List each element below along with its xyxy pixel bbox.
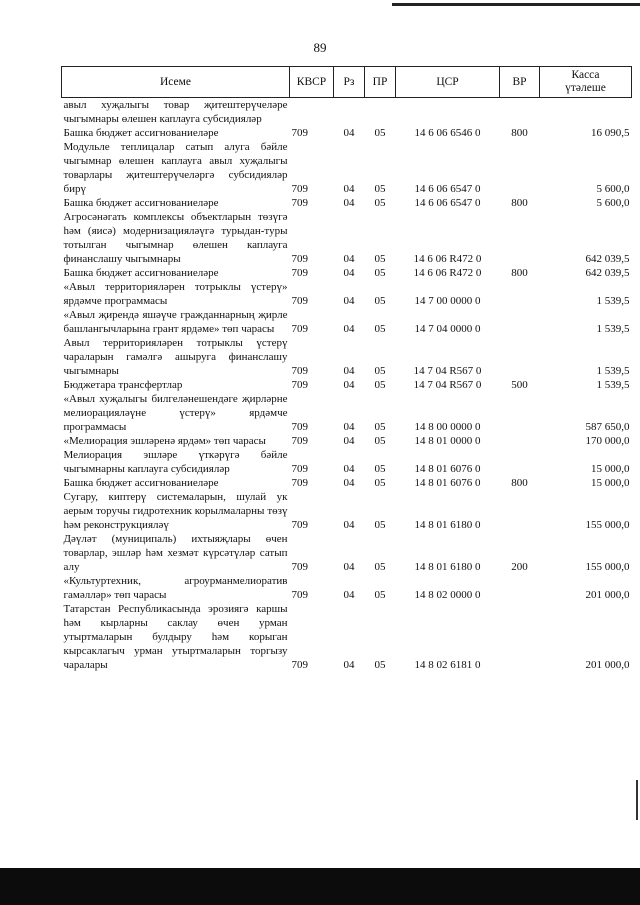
cell-csr: 14 7 04 R567 0 [413,365,482,377]
cell-name: Мелиорация эшләре үткәрүгә бәйле чыгымнарны каплауга субсидияләр [63,449,288,475]
cell-amount [540,98,632,127]
cell-csr: 14 6 06 6547 0 [414,183,481,195]
cell-rz: 04 [343,435,355,447]
table-row [62,196,632,210]
cell-amount: 1 539,5 [596,365,630,377]
col-header-vr: ВР [500,67,540,98]
budget-table [61,66,632,672]
table-row [62,266,632,280]
cell-pr [365,98,396,127]
cell-vr [500,98,540,127]
cell-amount: 15 000,0 [591,477,630,489]
cell-vr [500,336,540,378]
table-header-row [62,67,632,98]
cell-name: Бюджетара трансфертлар [63,379,183,391]
cell-vr: 800 [511,127,528,139]
table-row [62,126,632,140]
table-row [62,602,632,672]
cell-pr: 05 [374,379,386,391]
cell-kvsr: 709 [291,561,308,573]
cell-name: Агросәнәгать комплексы объектларын төзүгә һәм (яисә) модернизацияләүгә турыдан-туры тотылган чыгымнар өлешен каплауга финанслашу чыгымнары [63,211,288,265]
cell-amount: 642 039,5 [585,267,630,279]
cell-amount: 15 000,0 [591,463,630,475]
scan-bottom-bar [0,868,640,905]
cell-vr [500,574,540,602]
cell-pr: 05 [374,365,386,377]
cell-vr: 500 [511,379,528,391]
cell-pr: 05 [374,253,386,265]
cell-amount: 155 000,0 [585,519,630,531]
table-row [62,308,632,336]
cell-amount: 201 000,0 [585,659,630,671]
cell-vr [500,308,540,336]
cell-vr: 800 [511,477,528,489]
col-header-kvsr: КВСР [290,67,334,98]
cell-amount: 155 000,0 [585,561,630,573]
cell-rz: 04 [343,379,355,391]
cell-kvsr: 709 [291,183,308,195]
col-header-csr: ЦСР [396,67,500,98]
cell-kvsr: 709 [291,589,308,601]
cell-kvsr: 709 [291,253,308,265]
cell-pr: 05 [374,295,386,307]
cell-rz: 04 [343,659,355,671]
top-border-line [392,3,640,6]
cell-name: «Авыл территорияләрен тотрыклы үстерү» ярдәмче программасы [63,281,288,307]
cell-pr: 05 [374,127,386,139]
cell-rz: 04 [343,561,355,573]
col-header-name: Исеме [62,67,290,98]
cell-rz: 04 [343,253,355,265]
cell-name: «Авыл җирендә яшәүче гражданнарның җирле башлангычларына грант ярдәме» төп чарасы [63,309,288,335]
cell-name: Авыл территорияләрен тотрыклы үстерү чараларын гамәлгә ашыруга финанслашу чыгымнары [63,337,288,377]
cell-csr: 14 6 06 6547 0 [414,197,481,209]
table-row [62,378,632,392]
cell-amount: 1 539,5 [596,379,630,391]
cell-pr: 05 [374,435,386,447]
table-row [62,434,632,448]
cell-rz [334,98,365,127]
cell-pr: 05 [374,561,386,573]
cell-rz: 04 [343,519,355,531]
cell-csr: 14 8 01 6180 0 [414,561,481,573]
table-row [62,476,632,490]
table-row [62,98,632,127]
cell-csr: 14 8 01 0000 0 [414,435,481,447]
cell-csr: 14 8 01 6076 0 [414,463,481,475]
cell-rz: 04 [343,295,355,307]
cell-vr [500,392,540,434]
cell-csr: 14 7 04 0000 0 [414,323,481,335]
cell-pr: 05 [374,323,386,335]
col-header-kassa-line1: Касса [571,69,600,81]
cell-csr [396,98,500,127]
cell-rz: 04 [343,197,355,209]
cell-csr: 14 6 06 R472 0 [413,267,482,279]
cell-kvsr: 709 [291,267,308,279]
cell-vr [500,210,540,266]
table-body [62,98,632,673]
cell-csr: 14 6 06 6546 0 [414,127,481,139]
cell-amount: 16 090,5 [591,127,630,139]
cell-amount: 170 000,0 [585,435,630,447]
cell-vr: 800 [511,197,528,209]
cell-name: Сугару, киптерү системаларын, шулай ук аерым торучы гидротехник корылмаларны төзү һәм реконструкцияләү [63,491,288,531]
cell-vr [500,490,540,532]
cell-vr [500,434,540,448]
cell-amount: 1 539,5 [596,323,630,335]
table-row [62,532,632,574]
cell-kvsr: 709 [291,127,308,139]
table-row [62,448,632,476]
cell-amount: 5 600,0 [596,183,630,195]
table-row [62,574,632,602]
table-row [62,392,632,434]
cell-csr: 14 7 04 R567 0 [413,379,482,391]
cell-amount: 642 039,5 [585,253,630,265]
cell-kvsr: 709 [291,435,308,447]
cell-rz: 04 [343,267,355,279]
cell-csr: 14 8 00 0000 0 [414,421,481,433]
cell-pr: 05 [374,421,386,433]
cell-amount: 5 600,0 [596,197,630,209]
cell-name: «Культуртехник, агроурманмелиоратив гамәлләр» төп чарасы [63,575,288,601]
cell-csr: 14 7 00 0000 0 [414,295,481,307]
cell-name: Башка бюджет ассигнованиеләре [63,477,219,489]
cell-csr: 14 8 02 0000 0 [414,589,481,601]
cell-pr: 05 [374,477,386,489]
col-header-kassa [540,67,632,98]
cell-pr: 05 [374,267,386,279]
table-row [62,210,632,266]
cell-rz: 04 [343,463,355,475]
cell-kvsr [290,98,334,127]
cell-rz: 04 [343,421,355,433]
cell-kvsr: 709 [291,659,308,671]
cell-rz: 04 [343,365,355,377]
cell-amount: 587 650,0 [585,421,630,433]
cell-pr: 05 [374,463,386,475]
scan-edge-mark [636,780,638,820]
cell-kvsr: 709 [291,197,308,209]
cell-name: «Мелиорация эшләренә ярдәм» төп чарасы [63,435,266,447]
cell-kvsr: 709 [291,519,308,531]
cell-amount: 1 539,5 [596,295,630,307]
cell-name: Башка бюджет ассигнованиеләре [63,127,219,139]
cell-name: Дәүләт (муниципаль) ихтыяҗлары өчен товарлар, эшләр һәм хезмәт күрсәтүләр сатып алу [63,533,288,573]
cell-kvsr: 709 [291,477,308,489]
col-header-pr: ПР [365,67,396,98]
cell-name: Модульле теплицалар сатып алуга бәйле чыгымнар өлешен каплауга авыл хуҗалыгы товарлары җитештерүчеләргә субсидияләр бирү [63,141,288,195]
cell-vr [500,140,540,196]
page-number: 89 [313,40,327,55]
cell-vr [500,602,540,672]
cell-kvsr: 709 [291,421,308,433]
cell-rz: 04 [343,589,355,601]
cell-name: Башка бюджет ассигнованиеләре [63,267,219,279]
cell-amount: 201 000,0 [585,589,630,601]
cell-pr: 05 [374,659,386,671]
cell-pr: 05 [374,589,386,601]
cell-rz: 04 [343,127,355,139]
cell-csr: 14 6 06 R472 0 [413,253,482,265]
cell-kvsr: 709 [291,463,308,475]
cell-kvsr: 709 [291,323,308,335]
cell-name: «Авыл хуҗалыгы билгеләнешендәге җирләрне мелиорацияләүне үстерү» ярдәмче программасы [63,393,288,433]
table-row [62,140,632,196]
table-row [62,490,632,532]
cell-vr: 800 [511,267,528,279]
cell-name: Татарстан Республикасында эрозиягә каршы һәм кырларны саклау өчен урман утыртмаларын булдыру һәм корыган кырсаклагыч урман утыртмаларын торгызу чаралары [63,603,288,671]
cell-rz: 04 [343,323,355,335]
cell-rz: 04 [343,477,355,489]
cell-pr: 05 [374,519,386,531]
col-header-kassa-line2: үтәлеше [565,82,606,94]
cell-rz: 04 [343,183,355,195]
col-header-rz: Рз [334,67,365,98]
cell-csr: 14 8 01 6180 0 [414,519,481,531]
cell-csr: 14 8 01 6076 0 [414,477,481,489]
cell-pr: 05 [374,183,386,195]
table-row [62,336,632,378]
cell-name: Башка бюджет ассигнованиеләре [63,197,219,209]
cell-csr: 14 8 02 6181 0 [414,659,481,671]
cell-pr: 05 [374,197,386,209]
cell-name: авыл хуҗалыгы товар җитештерүчеләре чыгымнары өлешен каплауга субсидияләр [63,99,288,125]
cell-vr [500,448,540,476]
table-row [62,280,632,308]
cell-kvsr: 709 [291,365,308,377]
cell-vr: 200 [511,561,528,573]
cell-kvsr: 709 [291,379,308,391]
cell-kvsr: 709 [291,295,308,307]
cell-vr [500,280,540,308]
